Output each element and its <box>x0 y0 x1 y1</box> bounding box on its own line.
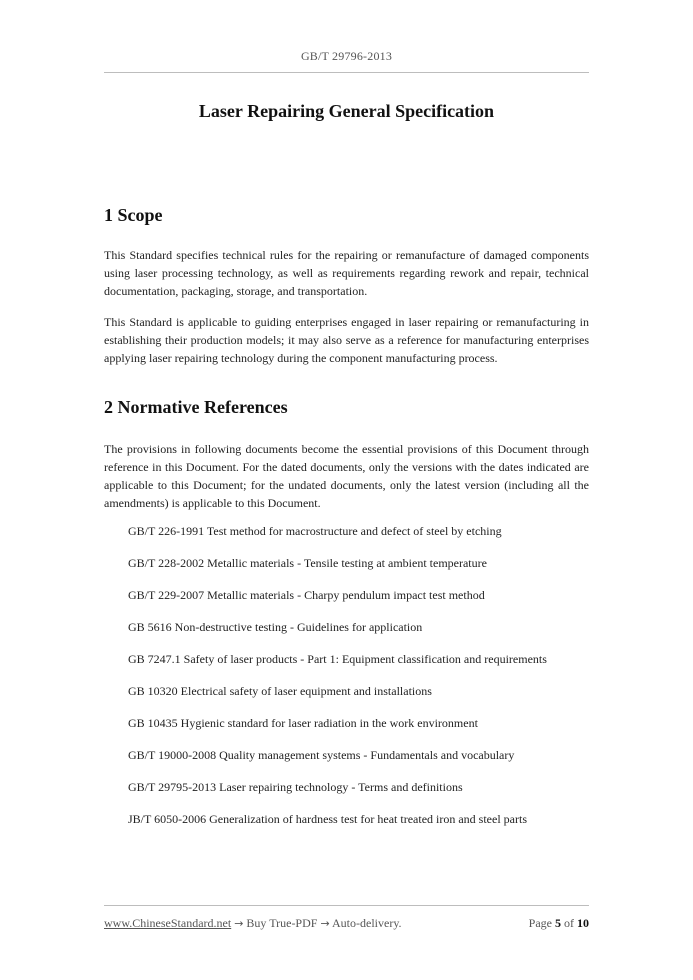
footer-divider <box>104 905 589 906</box>
document-body <box>104 199 589 842</box>
site-link[interactable]: www.ChineseStandard.net <box>104 916 232 930</box>
header-doc-number: GB/T 29796-2013 <box>300 49 393 63</box>
reference-item: GB 7247.1 Safety of laser products - Part 1: Equipment classification and requirements <box>128 652 547 666</box>
page-total: 10 <box>577 916 589 930</box>
page-number <box>529 916 589 931</box>
footer-promo <box>104 916 402 930</box>
reference-item: GB/T 229-2007 Metallic materials - Charpy pendulum impact test method <box>128 588 485 602</box>
buy-true-pdf-text: Buy True-PDF <box>246 916 318 930</box>
page-footer <box>104 916 589 931</box>
reference-list <box>104 522 589 842</box>
page-label: Page <box>528 916 552 930</box>
reference-item: JB/T 6050-2006 Generalization of hardness test for heat treated iron and steel parts <box>128 812 527 826</box>
auto-delivery-text: Auto-delivery. <box>332 916 402 930</box>
section-heading-scope: 1 Scope <box>104 205 163 225</box>
header-divider <box>104 72 589 73</box>
reference-item: GB/T 228-2002 Metallic materials - Tensile testing at ambient temperature <box>128 556 487 570</box>
section-heading-normative-references: 2 Normative References <box>104 397 288 417</box>
reference-item: GB/T 29795-2013 Laser repairing technology - Terms and definitions <box>128 780 463 794</box>
references-intro-paragraph: The provisions in following documents become the essential provisions of this Document through reference in this Document. For the dated documents, only the versions with the dates indicated are applicable to this Document; for the undated documents, only the latest version (including all the amendments) is applicable to this Document. <box>104 442 589 510</box>
scope-paragraph: This Standard specifies technical rules for the repairing or remanufacture of damaged components using laser processing technology, as well as requirements regarding rework and repair, technical documentation, packaging, storage, and transportation. <box>104 248 589 298</box>
page-header <box>0 49 693 64</box>
scope-paragraph: This Standard is applicable to guiding enterprises engaged in laser repairing or remanufacturing in establishing their production models; it may also serve as a reference for manufacturing enterprises applying laser repairing technology during the component manufacturing process. <box>104 315 589 365</box>
reference-item: GB 5616 Non-destructive testing - Guidelines for application <box>128 620 423 634</box>
arrow-right-icon: → <box>320 917 330 930</box>
page-current: 5 <box>555 916 561 930</box>
of-label: of <box>564 916 574 930</box>
reference-item: GB/T 19000-2008 Quality management systems - Fundamentals and vocabulary <box>128 748 515 762</box>
arrow-right-icon: → <box>234 917 244 930</box>
reference-item: GB 10435 Hygienic standard for laser radiation in the work environment <box>128 716 478 730</box>
document-title: Laser Repairing General Specification <box>198 101 495 121</box>
reference-item: GB 10320 Electrical safety of laser equipment and installations <box>128 684 432 698</box>
reference-item: GB/T 226-1991 Test method for macrostructure and defect of steel by etching <box>128 524 502 538</box>
